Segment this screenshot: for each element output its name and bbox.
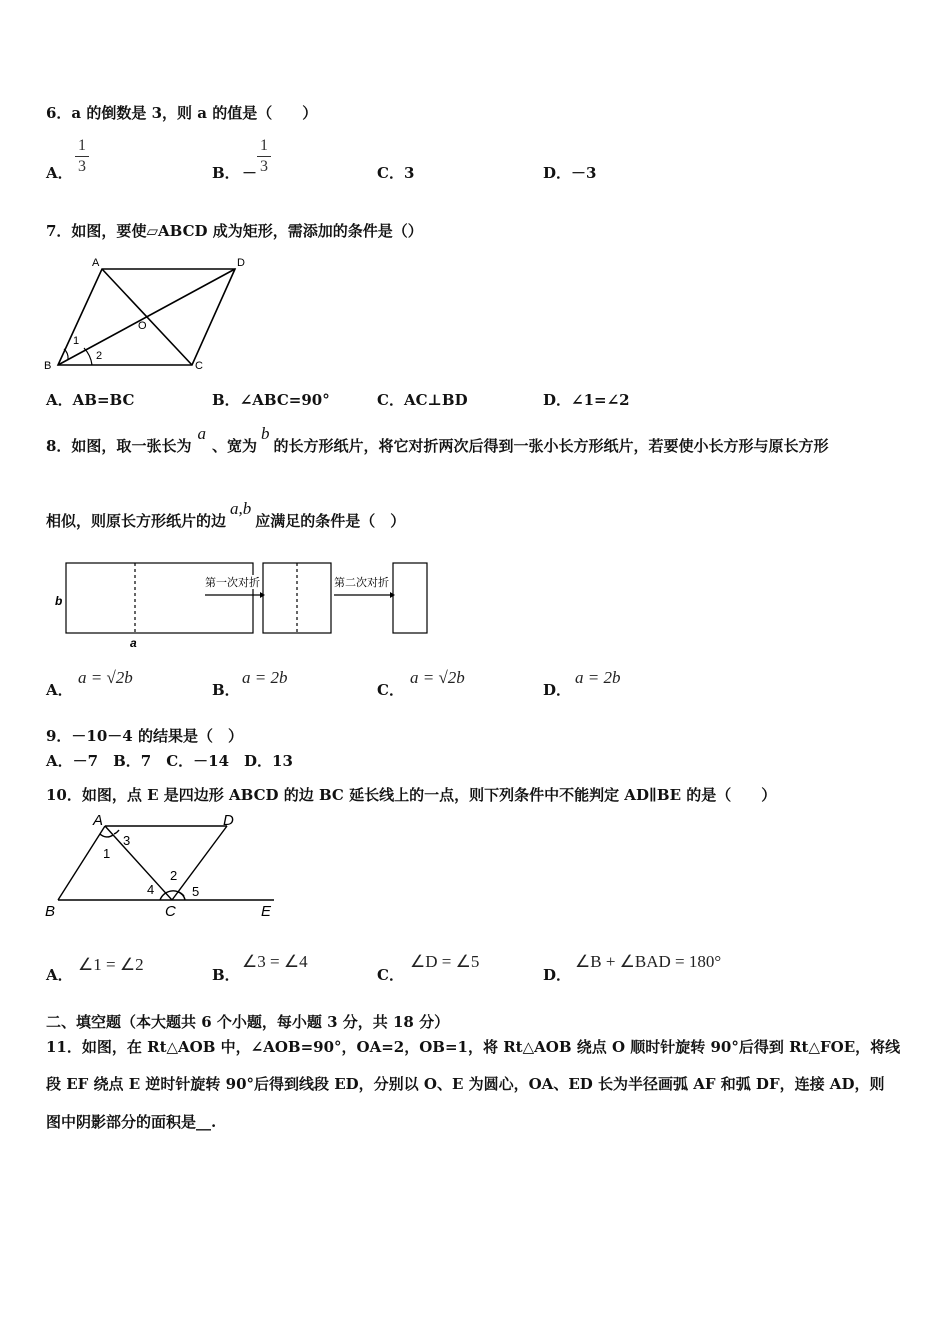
q8-folding-figure <box>50 555 440 650</box>
q10-option-d-label: D． <box>543 966 572 984</box>
q10-option-c-expr: ∠D = ∠5 <box>410 952 480 971</box>
q10-angle-3: 3 <box>123 833 131 848</box>
q10-angle-5: 5 <box>192 884 200 899</box>
q7-option-d: D．∠1=∠2 <box>543 391 630 409</box>
q10-label-c: C <box>165 903 176 920</box>
q8-option-c-expr: a = √2b <box>410 668 465 687</box>
q8-option-a-expr: a = √2b <box>78 668 133 687</box>
q11-line3: 图中阴影部分的面积是__. <box>46 1113 217 1131</box>
q7-stem: 7．如图，要使▱ABCD 成为矩形，需添加的条件是（） <box>46 222 423 240</box>
q6-option-b-label: B． <box>212 164 240 182</box>
q8-stem-line1: 8．如图，取一张长为a、宽为b的长方形纸片，将它对折两次后得到一张小长方形纸片，若要使小长方形与原长方形 <box>46 424 829 455</box>
q8-option-a-label: A． <box>46 681 73 699</box>
q10-stem: 10．如图，点 E 是四边形 ABCD 的边 BC 延长线上的一点，则下列条件中不能判定 AD∥BE 的是（ ） <box>46 786 777 804</box>
q8-fold2-label: 第二次对折 <box>334 577 389 589</box>
q8-option-d-expr: a = 2b <box>575 668 621 687</box>
q9-options: A．－7 B．7 C．－14 D．13 <box>46 752 293 770</box>
q10-quadrilateral-figure <box>40 810 285 925</box>
q11-line1: 11．如图，在 Rt△AOB 中，∠AOB=90°，OA=2，OB=1，将 Rt△AOB 绕点 O 顺时针旋转 90°后得到 Rt△FOE，将线 <box>46 1038 901 1056</box>
q7-label-d: D <box>237 257 245 269</box>
q10-angle-2: 2 <box>170 868 178 883</box>
q10-option-c-label: C． <box>377 966 404 984</box>
q8-var-a: a <box>197 424 206 443</box>
q6-option-b-fraction <box>257 137 271 176</box>
q6-option-a-label: A． <box>46 164 73 182</box>
q7-label-o: O <box>138 320 147 332</box>
q10-option-a-label: A． <box>46 966 73 984</box>
q10-label-d: D <box>223 812 234 829</box>
q7-angle-2: 2 <box>96 350 103 362</box>
q10-option-b-label: B． <box>212 966 240 984</box>
q6-option-d: D．－3 <box>543 164 597 182</box>
q6-option-a-fraction <box>75 137 89 176</box>
q8-vars-ab: a,b <box>230 499 252 518</box>
q7-label-a: A <box>92 257 100 269</box>
q6-a-numerator: 1 <box>78 137 86 154</box>
q8-fold1-label: 第一次对折 <box>205 577 260 589</box>
q6-option-c: C．3 <box>377 164 415 182</box>
q7-angle-1: 1 <box>73 335 80 347</box>
q7-label-c: C <box>195 360 203 372</box>
q7-option-b: B．∠ABC=90° <box>212 391 330 409</box>
q8-option-d-label: D． <box>543 681 572 699</box>
q10-angle-4: 4 <box>147 882 155 897</box>
q10-option-a-expr: ∠1 = ∠2 <box>78 955 144 974</box>
q10-label-e: E <box>261 903 272 920</box>
q7-option-a: A．AB=BC <box>46 391 135 409</box>
q8-var-b: b <box>260 424 270 443</box>
q6-b-numerator: 1 <box>260 137 268 154</box>
section2-title: 二、填空题（本大题共 6 个小题，每小题 3 分，共 18 分） <box>46 1013 450 1031</box>
q8-stem-line2: 相似，则原长方形纸片的边a,b应满足的条件是（ ） <box>46 499 406 530</box>
q6-b-denominator: 3 <box>260 158 268 175</box>
q8-label-b: b <box>55 594 63 608</box>
q7-option-c: C．AC⊥BD <box>377 391 468 409</box>
q8-label-a: a <box>130 636 137 650</box>
q8-option-b-label: B． <box>212 681 240 699</box>
q10-label-b: B <box>45 903 56 920</box>
q7-parallelogram-figure <box>40 252 260 377</box>
q10-option-d-expr: ∠B + ∠BAD = 180° <box>575 952 722 971</box>
q9-stem: 9．－10－4 的结果是（ ） <box>46 727 243 745</box>
q10-label-a: A <box>93 812 104 829</box>
q10-option-b-expr: ∠3 = ∠4 <box>242 952 308 971</box>
q6-option-b-sign: － <box>242 164 258 182</box>
q10-angle-1: 1 <box>103 846 111 861</box>
q8-option-c-label: C． <box>377 681 404 699</box>
q6-a-denominator: 3 <box>78 158 86 175</box>
q11-line2: 段 EF 绕点 E 逆时针旋转 90°后得到线段 ED，分别以 O、E 为圆心，OA、ED 长为半径画弧 AF 和弧 DF，连接 AD，则 <box>46 1075 885 1093</box>
q8-option-b-expr: a = 2b <box>242 668 288 687</box>
q7-label-b: B <box>44 360 52 372</box>
q6-stem: 6．a 的倒数是 3，则 a 的值是（ ） <box>46 104 318 122</box>
